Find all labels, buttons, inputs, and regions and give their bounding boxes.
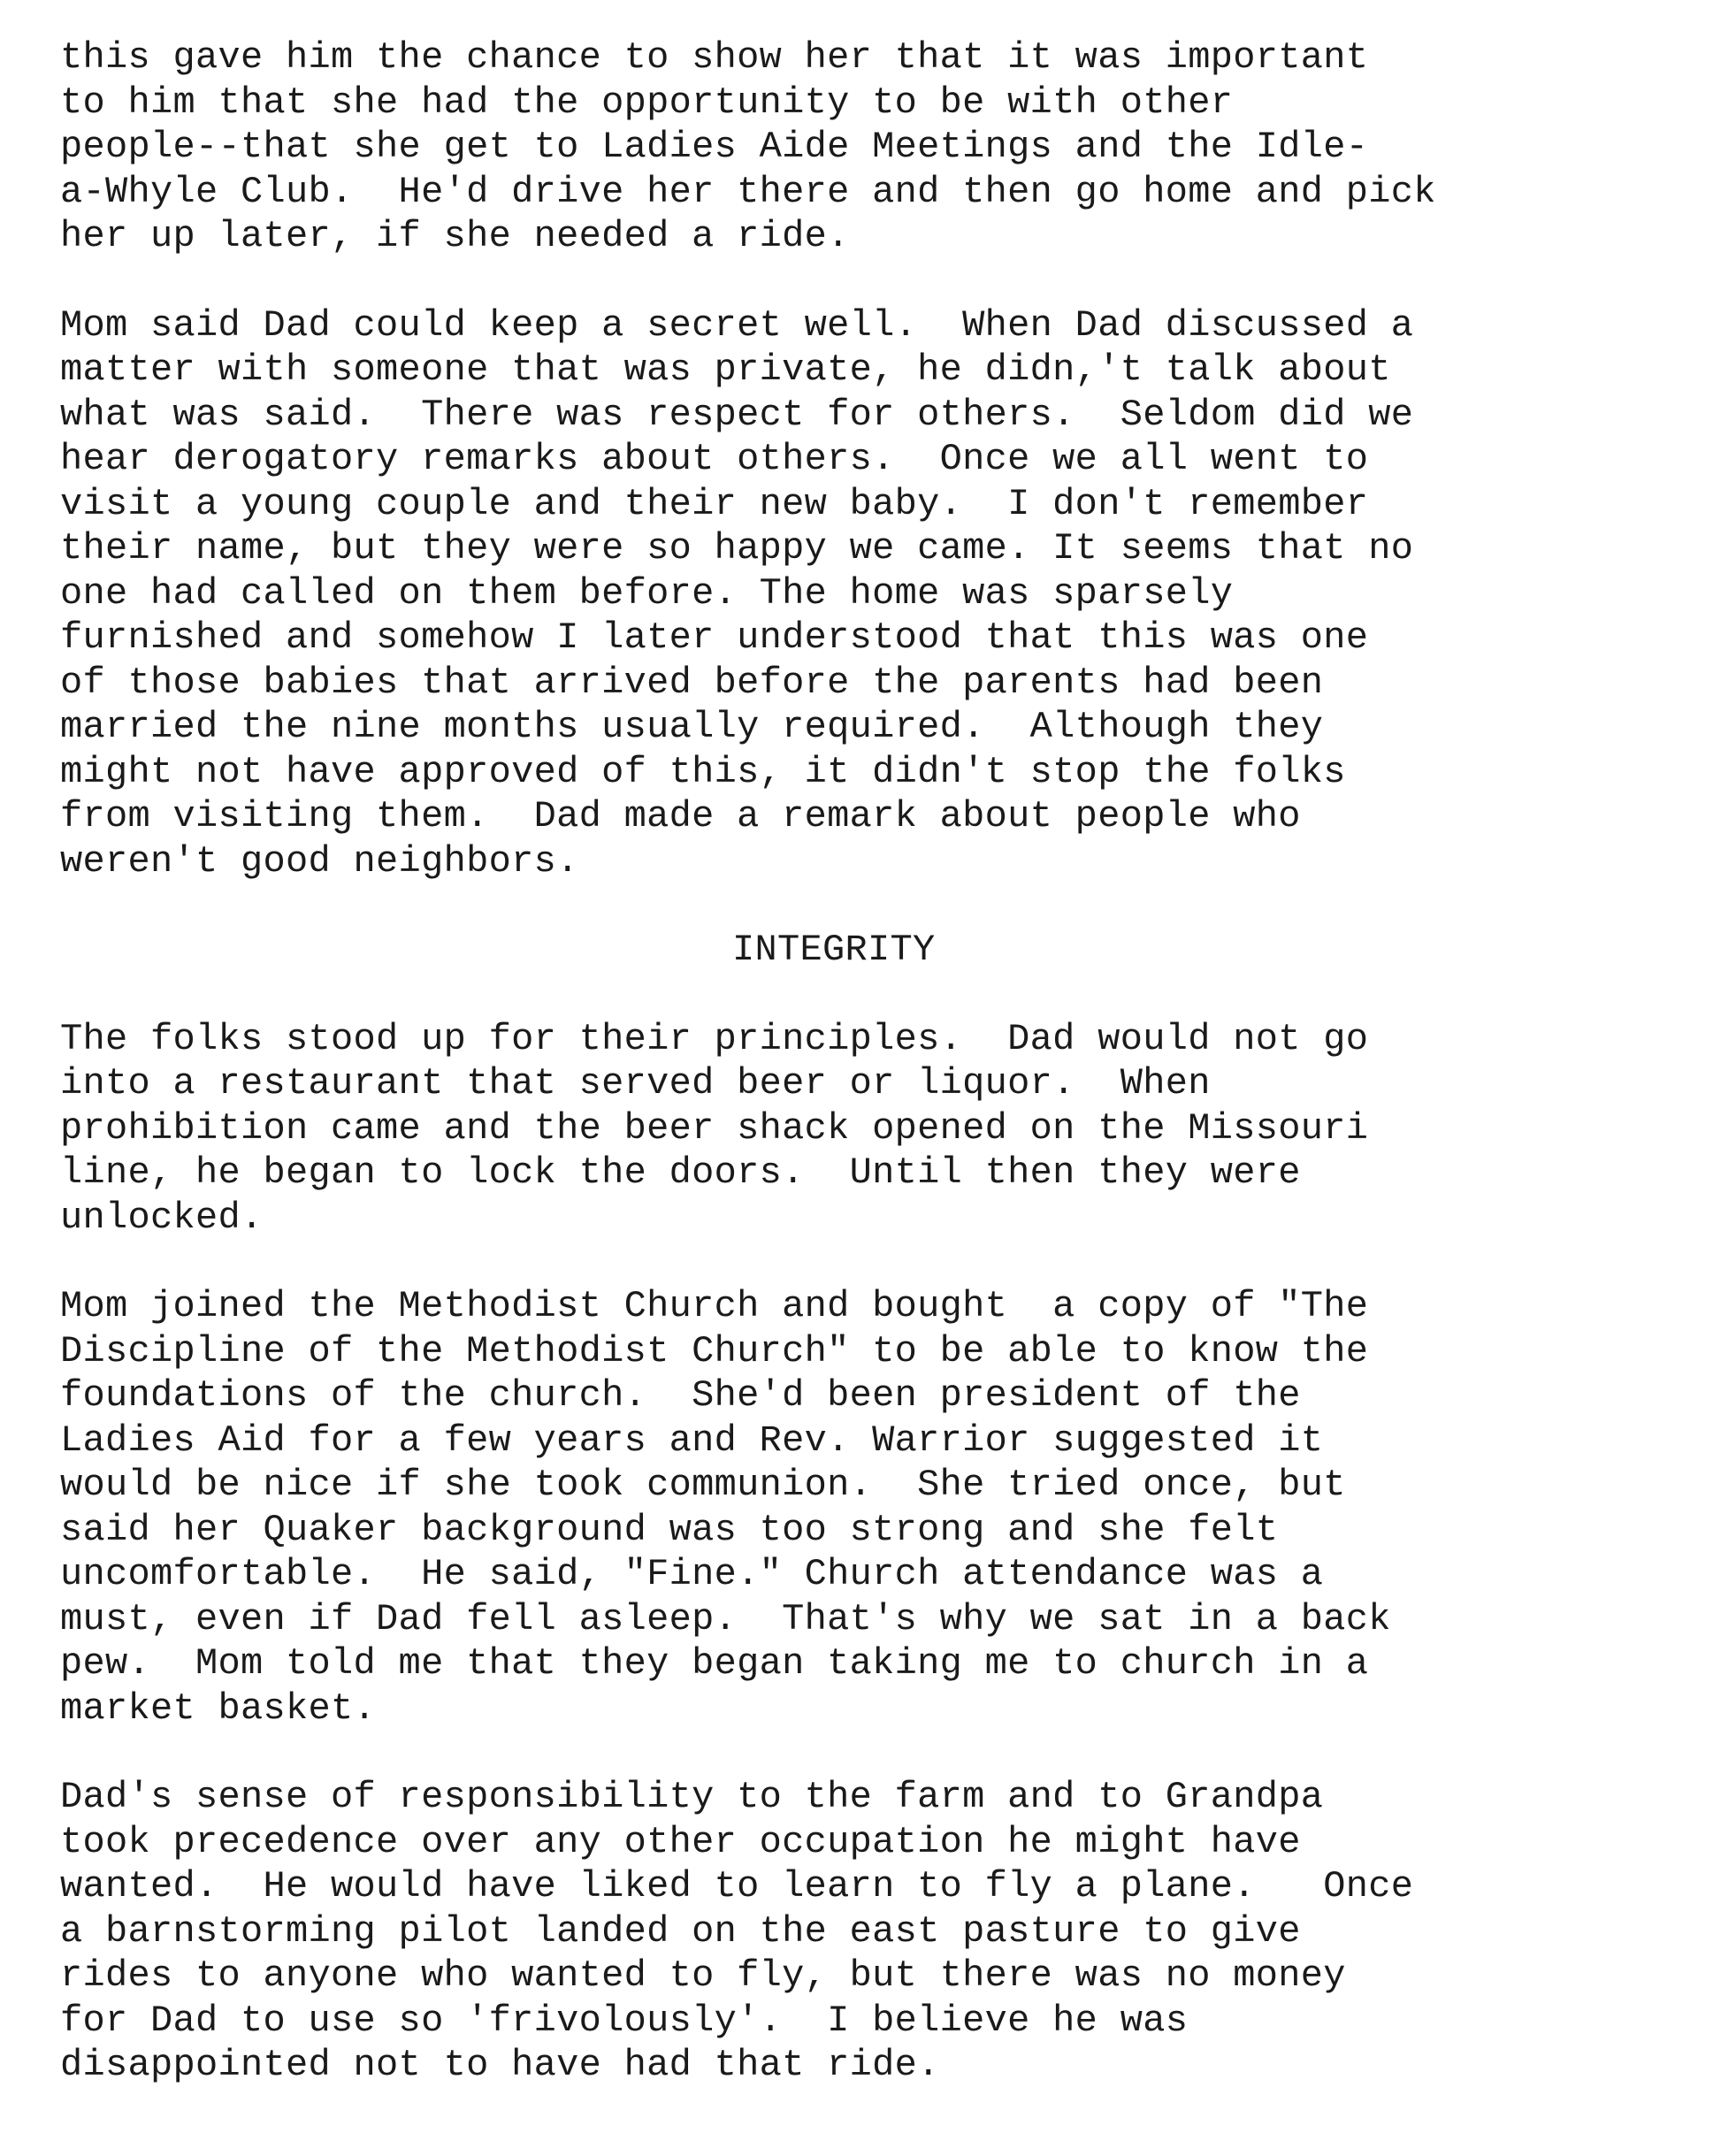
text-line: rides to anyone who wanted to fly, but there was no money bbox=[60, 1954, 1346, 1997]
text-line: hear derogatory remarks about others. Once we all went to bbox=[60, 438, 1369, 480]
paragraph-3 bbox=[60, 1017, 1705, 1241]
text-line: uncomfortable. He said, "Fine." Church attendance was a bbox=[60, 1553, 1324, 1595]
text-line: one had called on them before. The home was sparsely bbox=[60, 571, 1234, 615]
text-line: foundations of the church. She'd been president of the bbox=[60, 1374, 1301, 1417]
paragraph-2 bbox=[60, 303, 1705, 884]
text-line: this gave him the chance to show her that it was important bbox=[60, 36, 1369, 79]
document-page bbox=[60, 35, 1705, 2132]
text-line: their name, but they were so happy we came. It seems that no bbox=[60, 527, 1414, 570]
text-line: Mom joined the Methodist Church and bought a copy of "The bbox=[60, 1285, 1369, 1327]
text-line: Mom said Dad could keep a secret well. When Dad discussed a bbox=[60, 303, 1414, 347]
text-line: what was said. There was respect for others. Seldom did we bbox=[60, 393, 1414, 436]
text-line: disappointed not to have had that ride. bbox=[60, 2044, 940, 2086]
text-line: Dad's sense of responsibility to the farm and to Grandpa bbox=[60, 1776, 1324, 1818]
text-line: into a restaurant that served beer or liquor. When bbox=[60, 1062, 1211, 1105]
text-line: married the nine months usually required. Although they bbox=[60, 706, 1324, 748]
text-line: market basket. bbox=[60, 1686, 377, 1730]
paragraph-5 bbox=[60, 1775, 1705, 2088]
text-line: for Dad to use so 'frivolously'. I believe he was bbox=[60, 1999, 1189, 2042]
paragraph-4 bbox=[60, 1284, 1705, 1731]
text-line: unlocked. bbox=[60, 1196, 264, 1239]
text-line: would be nice if she took communion. She tried once, but bbox=[60, 1464, 1346, 1506]
text-line: Ladies Aid for a few years and Rev. Warrior suggested it bbox=[60, 1418, 1324, 1462]
text-line: from visiting them. Dad made a remark about people who bbox=[60, 795, 1301, 837]
text-line: pew. Mom told me that they began taking me to church in a bbox=[60, 1642, 1369, 1685]
text-line: Discipline of the Methodist Church" to be able to know the bbox=[60, 1329, 1369, 1372]
text-line: visit a young couple and their new baby. I don't remember bbox=[60, 482, 1369, 525]
text-line: a barnstorming pilot landed on the east pasture to give bbox=[60, 1909, 1301, 1953]
text-line: weren't good neighbors. bbox=[60, 839, 579, 883]
text-line: said her Quaker background was too strong and she felt bbox=[60, 1508, 1279, 1551]
paragraph-1 bbox=[60, 35, 1705, 259]
text-line: took precedence over any other occupation he might have bbox=[60, 1820, 1301, 1863]
text-line: of those babies that arrived before the parents had been bbox=[60, 661, 1324, 704]
text-line: a-Whyle Club. He'd drive her there and then go home and pick bbox=[60, 170, 1436, 213]
text-line: must, even if Dad fell asleep. That's why we sat in a back bbox=[60, 1597, 1391, 1640]
text-line: furnished and somehow I later understood that this was one bbox=[60, 616, 1369, 659]
text-line: wanted. He would have liked to learn to fly a plane. Once bbox=[60, 1865, 1414, 1907]
text-line: people--that she get to Ladies Aide Meetings and the Idle- bbox=[60, 126, 1369, 168]
text-line: line, he began to lock the doors. Until then they were bbox=[60, 1151, 1301, 1194]
text-line: prohibition came and the beer shack opened on the Missouri bbox=[60, 1106, 1369, 1150]
text-line: The folks stood up for their principles. Dad would not go bbox=[60, 1017, 1369, 1060]
text-line: her up later, if she needed a ride. bbox=[60, 215, 850, 257]
text-line: matter with someone that was private, he didn,'t talk about bbox=[60, 348, 1391, 391]
text-line: might not have approved of this, it didn't stop the folks bbox=[60, 750, 1346, 793]
section-heading: INTEGRITY bbox=[732, 929, 936, 971]
text-line: to him that she had the opportunity to be with other bbox=[60, 80, 1234, 124]
